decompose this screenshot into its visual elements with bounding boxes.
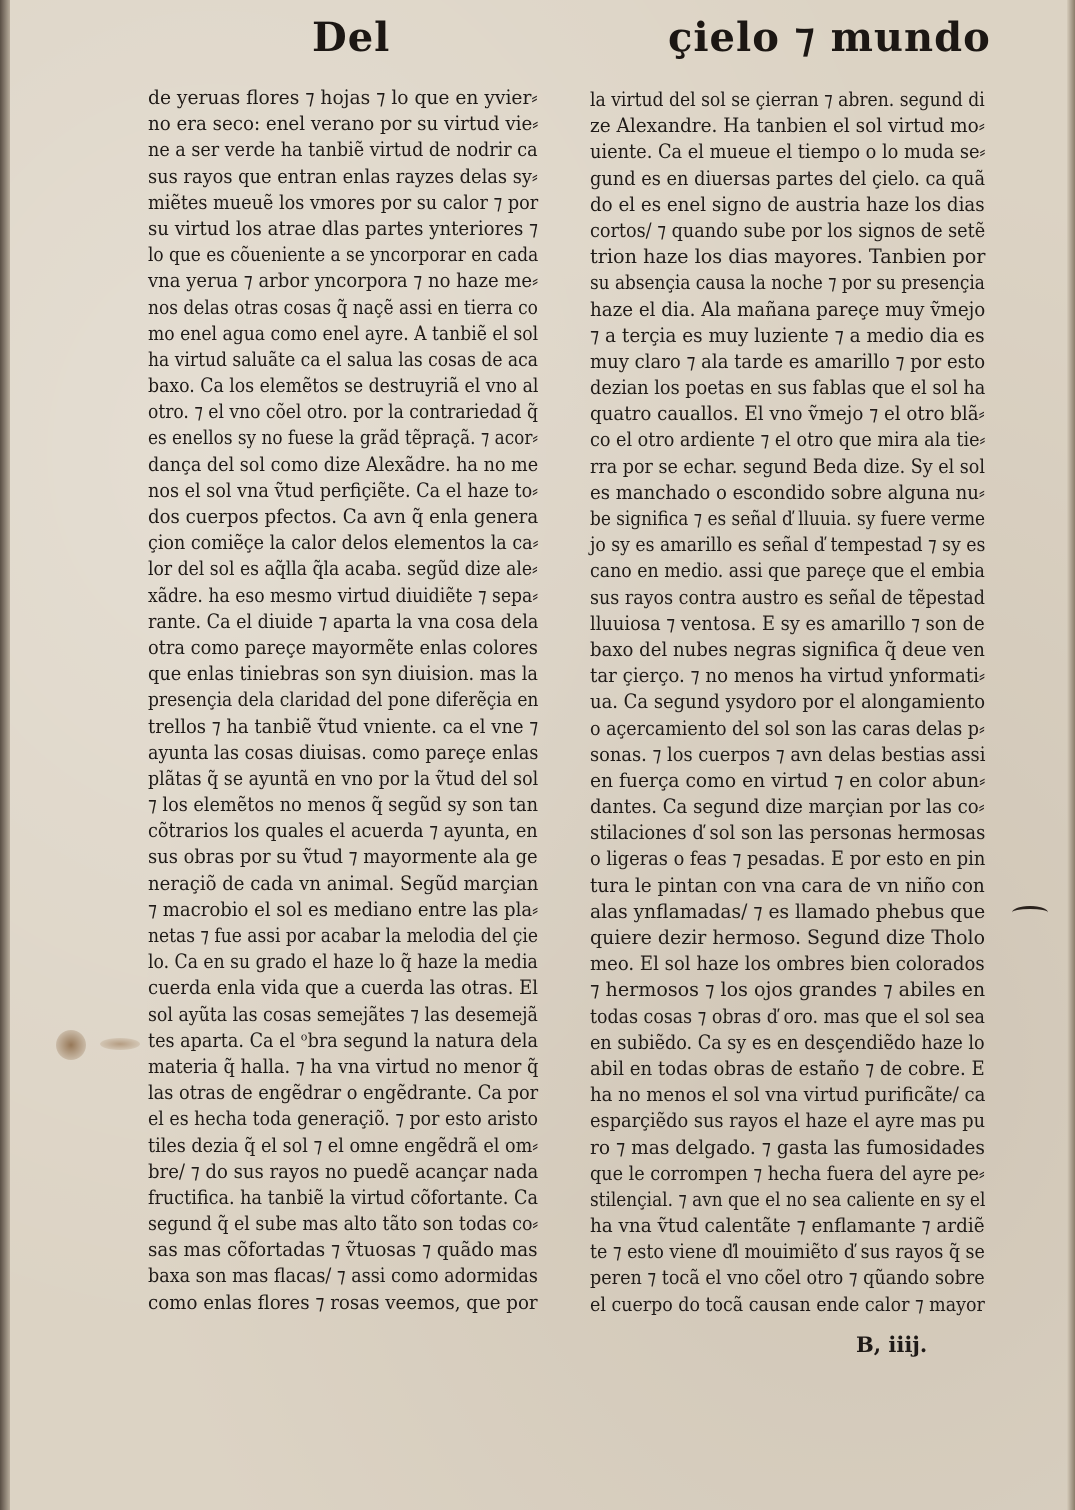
text-line: de yeruas flores ⁊ hojas ⁊ lo que en yvier⸗ <box>148 85 538 109</box>
text-line: quiere dezir hermoso. Segund dize Tholo <box>590 925 986 949</box>
text-line: cuerda enla vida que a cuerda las otras. El <box>148 975 538 1000</box>
left-text-column <box>148 84 538 1315</box>
text-line: esparçiẽdo sus rayos el haze el ayre mas pu <box>590 1108 986 1133</box>
text-line: ⁊ macrobio el sol es mediano entre las pla⸗ <box>148 896 539 921</box>
text-line: nos delas otras cosas q̃ naçẽ assi en tierra co <box>148 294 538 319</box>
text-line: haze el dia. Ala mañana pareçe muy ṽmejo <box>590 296 986 321</box>
text-line: do el es enel signo de austria haze los dias <box>590 191 985 216</box>
text-line: co el otro ardiente ⁊ el otro que mira ala tie⸗ <box>590 427 986 452</box>
text-line: otro. ⁊ el vno cõel otro. por la contrariedad q̃ <box>148 399 538 424</box>
text-line: lo. Ca en su grado el haze lo q̃ haze la media <box>148 949 538 974</box>
text-line: sus rayos que entran enlas rayzes delas sy⸗ <box>148 163 538 188</box>
text-line: stilençial. ⁊ avn que el no sea caliente en sy el <box>590 1186 986 1211</box>
text-line: peren ⁊ tocã el vno cõel otro ⁊ qũando sobre <box>590 1265 985 1290</box>
text-line: ⁊ hermosos ⁊ los ojos grandes ⁊ abiles en <box>590 977 986 1002</box>
text-line: el es hecha toda generaçiõ. ⁊ por esto aristo <box>148 1106 538 1131</box>
text-line: lor del sol es aq̃lla q̃la acaba. segũd dize ale⸗ <box>148 556 538 581</box>
text-line: vna yerua ⁊ arbor yncorpora ⁊ no haze me⸗ <box>148 268 539 293</box>
text-line: el cuerpo do tocã causan ende calor ⁊ mayor <box>590 1291 985 1316</box>
text-line: sonas. ⁊ los cuerpos ⁊ avn delas bestias assi <box>590 741 986 766</box>
text-line: cano en medio. assi que pareçe que el embia <box>590 558 985 583</box>
text-line: ro ⁊ mas delgado. ⁊ gasta las fumosidades <box>590 1134 985 1159</box>
text-line: baxo del nubes negras significa q̃ deue ven <box>590 636 985 661</box>
text-line: o açercamiento del sol son las caras delas p⸗ <box>590 715 985 740</box>
text-line: en fuerça como en virtud ⁊ en color abun⸗ <box>590 767 986 792</box>
text-line: alas ynflamadas/ ⁊ es llamado phebus que <box>590 898 986 923</box>
text-line: te ⁊ esto viene ďl mouimiẽto ď sus rayos q̃ se <box>590 1239 985 1264</box>
text-line: trion haze los dias mayores. Tanbien por <box>590 244 986 269</box>
text-line: lo que es cõueniente a se yncorporar en cada <box>148 242 539 267</box>
text-line: sol ayũta las cosas semejãtes ⁊ las desemejã <box>148 1001 538 1026</box>
text-line: en subiẽdo. Ca sy es en desçendiẽdo haze lo <box>590 1029 985 1054</box>
text-line: neraçiõ de cada vn animal. Segũd marçian <box>148 870 539 895</box>
text-line: ha vna ṽtud calentãte ⁊ enflamante ⁊ ardiẽ <box>590 1213 985 1238</box>
ink-smudge <box>100 1038 140 1050</box>
text-line: que le corrompen ⁊ hecha fuera del ayre pe⸗ <box>590 1160 985 1185</box>
text-line: las otras de engẽdrar o engẽdrante. Ca por <box>148 1080 539 1105</box>
text-line: tar çierço. ⁊ no menos ha virtud ynformati⸗ <box>590 663 986 688</box>
text-line: jo sy es amarillo es señal ď tempestad ⁊ sy es <box>590 532 986 557</box>
text-line: muy claro ⁊ ala tarde es amarillo ⁊ por esto <box>590 348 986 373</box>
text-line: fructifica. ha tanbiẽ la virtud cõfortante. Ca <box>148 1184 538 1209</box>
text-line: tura le pintan con vna cara de vn niño con <box>590 872 985 897</box>
text-line: segund q̃ el sube mas alto tãto son todas co⸗ <box>148 1211 539 1236</box>
right-text-column <box>590 86 985 1317</box>
text-line: be significa ⁊ es señal ď lluuia. sy fuere verme <box>590 506 986 530</box>
text-line: meo. El sol haze los ombres bien colorados <box>590 951 985 976</box>
text-line: bre/ ⁊ do sus rayos no puedẽ acançar nada <box>148 1158 539 1183</box>
text-line: todas cosas ⁊ obras ď oro. mas que el sol sea <box>590 1003 985 1028</box>
text-line: dantes. Ca segund dize marçian por las co⸗ <box>590 794 985 819</box>
running-head-left: Del <box>312 14 391 61</box>
text-line: materia q̃ halla. ⁊ ha vna virtud no menor q̃ <box>148 1053 539 1078</box>
text-line: mo enel agua como enel ayre. A tanbiẽ el sol <box>148 320 539 345</box>
text-line: lluuiosa ⁊ ventosa. E sy es amarillo ⁊ son de <box>590 610 985 635</box>
text-line: ayunta las cosas diuisas. como pareçe enlas <box>148 739 539 764</box>
text-line: como enlas flores ⁊ rosas veemos, que por <box>148 1289 538 1314</box>
text-line: o ligeras o feas ⁊ pesadas. E por esto en pin <box>590 846 986 871</box>
text-line: cortos/ ⁊ quando sube por los signos de setẽ <box>590 217 986 242</box>
text-line: no era seco: enel verano por su virtud vie⸗ <box>148 111 539 136</box>
text-line: çion comiẽçe la calor delos elementos la ca⸗ <box>148 530 539 555</box>
text-line: que enlas tiniebras son syn diuision. mas la <box>148 661 538 686</box>
text-line: quatro cauallos. El vno ṽmejo ⁊ el otro blã⸗ <box>590 401 985 426</box>
text-line: su virtud los atrae dlas partes ynteriores ⁊ <box>148 215 539 240</box>
text-line: es enellos sy no fuese la grãd tẽpraçã. ⁊ acor⸗ <box>148 425 539 450</box>
text-line: abil en todas obras de estaño ⁊ de cobre. E <box>590 1055 985 1080</box>
text-line: tes aparta. Ca el ᵒbra segund la natura dela <box>148 1027 538 1052</box>
text-line: ha no menos el sol vna virtud purificãte/ ca <box>590 1082 986 1107</box>
text-line: xãdre. ha eso mesmo virtud diuidiẽte ⁊ sepa⸗ <box>148 582 539 607</box>
text-line: baxa son mas flacas/ ⁊ assi como adormidas <box>148 1263 538 1288</box>
text-line: dezian los poetas en sus fablas que el sol ha <box>590 375 986 400</box>
text-line: presençia dela claridad del pone diferẽçia en <box>148 687 539 712</box>
signature-mark: B, iiij. <box>856 1332 928 1357</box>
page-binding-edge <box>0 0 10 1510</box>
text-line: tiles dezia q̃ el sol ⁊ el omne engẽdrã el om⸗ <box>148 1132 539 1157</box>
text-line: sas mas cõfortadas ⁊ ṽtuosas ⁊ quãdo mas <box>148 1237 538 1262</box>
text-line: cõtrarios los quales el acuerda ⁊ ayunta, en <box>148 818 538 843</box>
margin-mark <box>1012 906 1048 919</box>
text-line: uiente. Ca el mueue el tiempo o lo muda se⸗ <box>590 139 986 164</box>
text-line: trellos ⁊ ha tanbiẽ ṽtud vniente. ca el vne ⁊ <box>148 713 539 738</box>
text-line: otra como pareçe mayormẽte enlas colores <box>148 634 538 659</box>
text-line: ha virtud saluãte ca el salua las cosas de aca <box>148 346 538 371</box>
text-line: dança del sol como dize Alexãdre. ha no me <box>148 451 539 476</box>
text-line: su absençia causa la noche ⁊ por su presençia <box>590 270 985 295</box>
text-line: rante. Ca el diuide ⁊ aparta la vna cosa dela <box>148 608 539 633</box>
text-line: ze Alexandre. Ha tanbien el sol virtud mo⸗ <box>590 113 985 138</box>
text-line: gund es en diuersas partes del çielo. ca quã <box>590 165 986 190</box>
ink-stain <box>56 1030 86 1060</box>
text-line: dos cuerpos pfectos. Ca avn q̃ enla genera <box>148 504 539 528</box>
running-head-right: çielo ⁊ mundo <box>668 14 991 61</box>
text-line: la virtud del sol se çierran ⁊ abren. segund di <box>590 87 985 111</box>
text-line: ⁊ los elemẽtos no menos q̃ segũd sy son tan <box>148 792 538 817</box>
text-line: ne a ser verde ha tanbiẽ virtud de nodrir ca <box>148 137 538 162</box>
text-line: ua. Ca segund ysydoro por el alongamiento <box>590 689 986 714</box>
text-line: ⁊ a terçia es muy luziente ⁊ a medio dia es <box>590 322 985 347</box>
text-line: sus rayos contra austro es señal de tẽpestad <box>590 584 985 609</box>
text-line: baxo. Ca los elemẽtos se destruyriã el vno al <box>148 373 539 398</box>
page-outer-edge <box>1067 0 1075 1510</box>
text-line: nos el sol vna ṽtud perfiçiẽte. Ca el haze to⸗ <box>148 477 539 502</box>
text-line: netas ⁊ fue assi por acabar la melodia del çie <box>148 923 538 947</box>
text-line: es manchado o escondido sobre alguna nu⸗ <box>590 479 985 504</box>
text-line: plãtas q̃ se ayuntã en vno por la ṽtud del sol <box>148 765 539 790</box>
text-line: stilaciones ď sol son las personas hermosas <box>590 820 986 845</box>
text-line: rra por se echar. segund Beda dize. Sy el sol <box>590 453 985 478</box>
text-line: miẽtes mueuẽ los vmores por su calor ⁊ por <box>148 189 539 214</box>
text-line: sus obras por su ṽtud ⁊ mayormente ala ge <box>148 844 538 869</box>
